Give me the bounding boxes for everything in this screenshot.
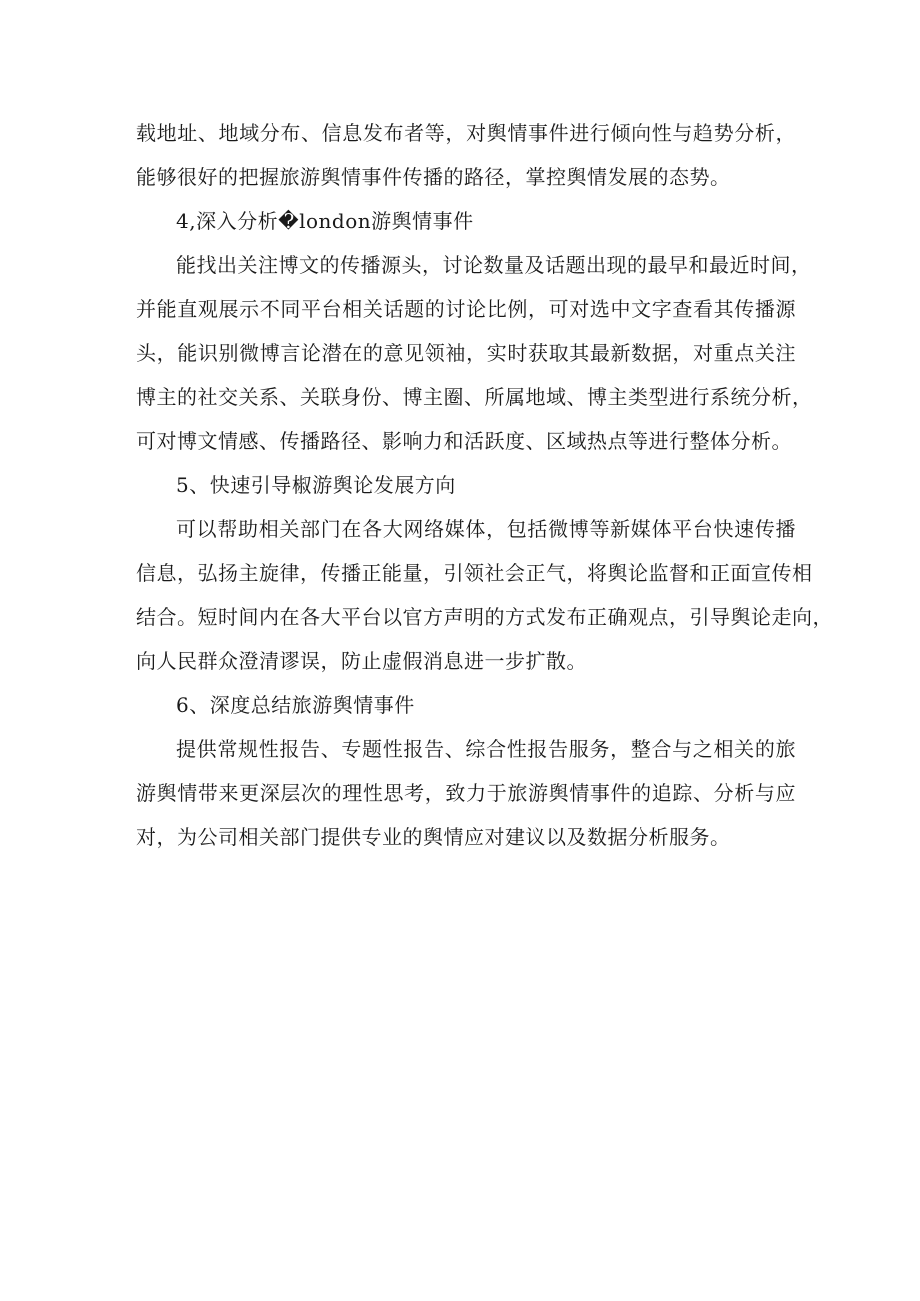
section-5-line-4: 向人民群众澄清谬误，防止虚假消息进一步扩散。 [136,649,587,673]
section-4-line-5: 可对博文情感、传播路径、影响力和活跃度、区域热点等进行整体分析。 [136,429,792,453]
section-5-line-1: 可以帮助相关部门在各大网络媒体，包括微博等新媒体平台快速传播 [176,517,796,541]
section-5-line-3: 结合。短时间内在各大平台以官方声明的方式发布正确观点，引导舆论走向， [136,605,833,629]
section-4-heading: 4,深入分析�london游舆情事件 [176,209,474,233]
section-4-line-2: 并能直观展示不同平台相关话题的讨论比例，可对选中文字查看其传播源 [136,297,796,321]
intro-line-1: 载地址、地域分布、信息发布者等，对舆情事件进行倾向性与趋势分析， [136,121,796,145]
section-6-line-3: 对，为公司相关部门提供专业的舆情应对建议以及数据分析服务。 [136,825,731,849]
section-6-line-1: 提供常规性报告、专题性报告、综合性报告服务，整合与之相关的旅 [176,737,796,761]
section-5-heading: 5、快速引导椒游舆论发展方向 [176,473,456,497]
section-4-line-1: 能找出关注博文的传播源头，讨论数量及话题出现的最早和最近时间， [176,253,812,277]
intro-line-2: 能够很好的把握旅游舆情事件传播的路径，掌控舆情发展的态势。 [136,165,731,189]
section-5-line-2: 信息，弘扬主旋律，传播正能量，引领社会正气，将舆论监督和正面宣传相 [136,561,813,585]
section-6-heading: 6、深度总结旅游舆情事件 [176,693,415,717]
section-4-line-4: 博主的社交关系、关联身份、博主圈、所属地域、博主类型进行系统分析， [136,385,813,409]
section-6-line-2: 游舆情带来更深层次的理性思考，致力于旅游舆情事件的追踪、分析与应 [136,781,796,805]
section-4-line-3: 头，能识别微博言论潜在的意见领袖，实时获取其最新数据，对重点关注 [136,341,796,365]
